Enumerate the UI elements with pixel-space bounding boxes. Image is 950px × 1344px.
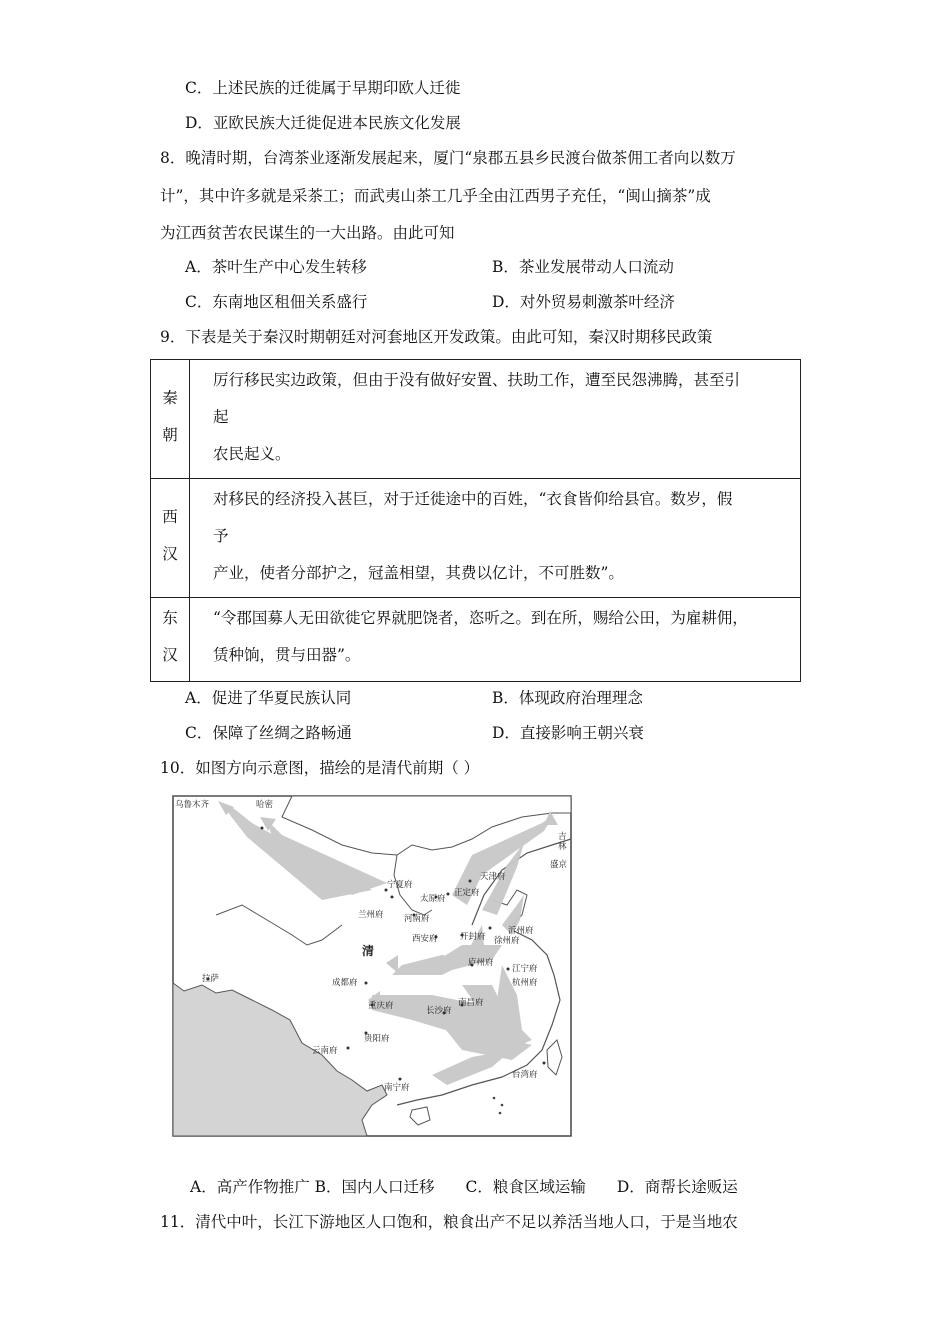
q8-stem-line1: 8．晚清时期，台湾茶业逐渐发展起来，厦门“泉郡五县乡民渡台做茶佣工者向以数万 <box>160 149 736 167</box>
table-row <box>151 479 801 598</box>
map-label: 徐州府 <box>494 936 520 946</box>
era-char: 东 <box>162 609 178 627</box>
map-label: 长沙府 <box>426 1006 452 1016</box>
q8-option-b: B．茶业发展带动人口流动 <box>492 258 674 276</box>
q11-stem: 11．清代中叶，长江下游地区人口饱和，粮食出产不足以养活当地人口，于是当地农 <box>160 1213 738 1231</box>
map-label: 南昌府 <box>458 998 484 1008</box>
map-label: 乌鲁木齐 <box>175 800 210 810</box>
map-label: 宁夏府 <box>387 880 413 890</box>
era-cell <box>151 598 190 682</box>
map-label: 云南府 <box>312 1046 338 1056</box>
q8-option-a: A．茶叶生产中心发生转移 <box>185 258 367 276</box>
policy-line: 产业，使者分部护之，冠盖相望，其费以亿计，不可胜数”。 <box>213 564 624 582</box>
map-label: 兰州府 <box>358 910 384 920</box>
map-label: 南宁府 <box>384 1083 410 1093</box>
q8-stem-line2: 计”，其中许多就是采茶工；而武夷山茶工几乎全由江西男子充任，“闽山摘茶”成 <box>160 187 711 205</box>
map-label: 太原府 <box>420 894 446 904</box>
q10-options: A．高产作物推广 B．国内人口迁移 C．粮食区域运输 D．商帮长途贩运 <box>190 1178 738 1196</box>
map-label: 江宁府 <box>512 964 538 974</box>
map-label: 重庆府 <box>368 1001 394 1011</box>
q9-stem: 9．下表是关于秦汉时期朝廷对河套地区开发政策。由此可知，秦汉时期移民政策 <box>160 328 713 346</box>
map-label-country: 清 <box>362 944 375 958</box>
policy-line: “令郡国募人无田欲徙它界就肥饶者，恣听之。到在所，赐给公田，为雇耕佣， <box>213 609 748 627</box>
policy-line: 农民起义。 <box>213 445 291 463</box>
q8-option-d: D．对外贸易刺激茶叶经济 <box>492 293 675 311</box>
map-label: 台湾府 <box>512 1070 538 1080</box>
policy-cell <box>190 479 801 598</box>
q7-option-d: D．亚欧民族大迁徙促进本民族文化发展 <box>185 114 461 132</box>
q8-stem-line3: 为江西贫苦农民谋生的一大出路。由此可知 <box>160 224 455 242</box>
map-label: 天津府 <box>480 872 506 882</box>
map-label: 贵阳府 <box>364 1034 390 1044</box>
table-row <box>151 598 801 682</box>
map-label: 庐州府 <box>468 958 494 968</box>
q7-option-c: C．上述民族的迁徙属于早期印欧人迁徙 <box>185 79 461 97</box>
era-char: 朝 <box>162 426 178 444</box>
table-row <box>151 360 801 479</box>
policy-line: 起 <box>213 408 229 426</box>
map-label: 吉 <box>558 832 567 842</box>
map-label: 林 <box>558 842 567 852</box>
era-char: 汉 <box>162 545 178 563</box>
map-label: 哈密 <box>256 800 274 810</box>
map-label: 拉萨 <box>202 974 220 984</box>
era-cell <box>151 479 190 598</box>
policy-line: 厉行移民实边政策，但由于没有做好安置、扶助工作，遭至民怨沸腾，甚至引 <box>213 371 741 389</box>
map-label: 成都府 <box>332 978 358 988</box>
policy-line: 对移民的经济投入甚巨，对于迁徙途中的百姓，“衣食皆仰给县官。数岁，假 <box>213 490 733 508</box>
policy-table <box>150 359 801 682</box>
map-label: 盛京 <box>550 860 568 870</box>
policy-line: 予 <box>213 527 229 545</box>
q8-option-c: C．东南地区租佃关系盛行 <box>185 293 368 311</box>
map-label: 沂州府 <box>508 926 534 936</box>
policy-cell <box>190 598 801 682</box>
policy-line: 赁种饷，贯与田器”。 <box>213 646 361 664</box>
era-cell <box>151 360 190 479</box>
era-char: 汉 <box>162 646 178 664</box>
q9-option-c: C．保障了丝绸之路畅通 <box>185 724 352 742</box>
era-char: 西 <box>162 508 178 526</box>
era-char: 秦 <box>162 389 178 407</box>
q9-option-a: A．促进了华夏民族认同 <box>185 689 352 707</box>
map-label: 西安府 <box>412 934 438 944</box>
map-label: 正定府 <box>454 888 480 898</box>
map-label: 开封府 <box>460 932 486 942</box>
q9-option-b: B．体现政府治理理念 <box>492 689 643 707</box>
qing-migration-map <box>172 795 572 1137</box>
q9-option-d: D．直接影响王朝兴衰 <box>492 724 644 742</box>
map-label: 河南府 <box>404 914 430 924</box>
q10-stem: 10．如图方向示意图，描绘的是清代前期（ ） <box>160 759 480 777</box>
policy-cell <box>190 360 801 479</box>
map-label: 杭州府 <box>512 978 538 988</box>
